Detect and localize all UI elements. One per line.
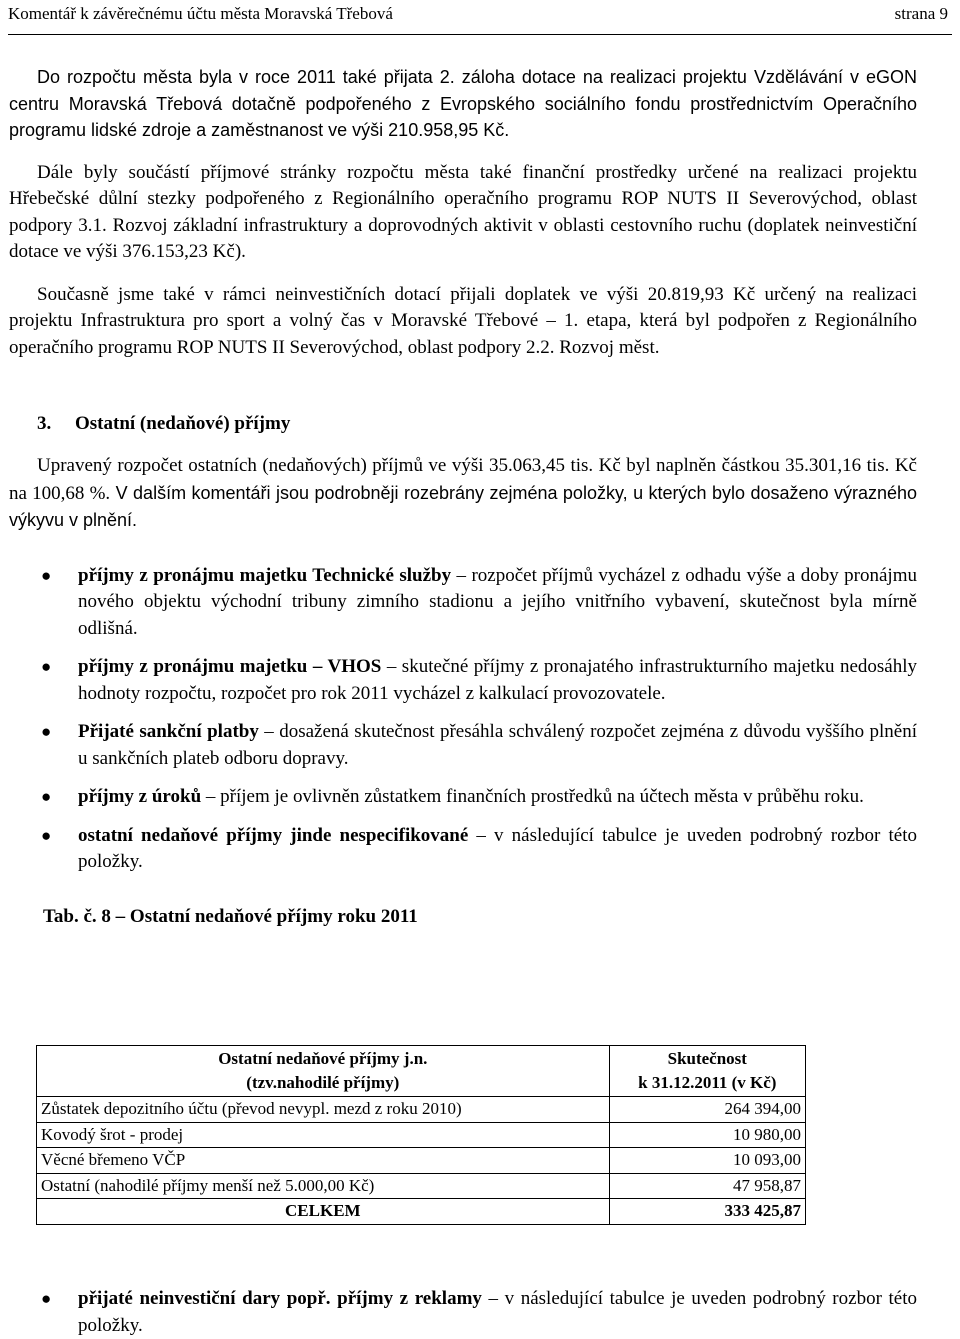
row-value: 264 394,00 xyxy=(609,1097,805,1123)
table-total-row xyxy=(37,1199,806,1225)
document-title: Komentář k závěrečnému účtu města Moravská Třebová xyxy=(8,4,393,23)
row-value: 10 980,00 xyxy=(609,1122,805,1148)
header-actual-line1: Skutečnost xyxy=(667,1049,747,1068)
bullet-icon: ● xyxy=(41,1289,52,1308)
row-label: Věcné břemeno VČP xyxy=(37,1148,610,1174)
list-item xyxy=(9,654,917,707)
list-item xyxy=(9,784,917,811)
table-caption: Tab. č. 8 – Ostatní nedaňové příjmy roku 2011 xyxy=(43,905,418,927)
row-label: Kovodý šrot - prodej xyxy=(37,1122,610,1148)
header-actual-line2: k 31.12.2011 (v Kč) xyxy=(638,1073,777,1092)
table-header-item xyxy=(37,1046,610,1097)
bullet-text: – v následující tabulce je uveden podrobný rozbor této položky. xyxy=(78,824,917,872)
table-header-actual xyxy=(609,1046,805,1097)
bullet-text: – skutečné příjmy z pronajatého infrastrukturního majetku nedosáhly hodnoty rozpočtu, rozpočet pro rok 2011 vycházel z kalkulací provozovatele. xyxy=(78,656,917,704)
list-item xyxy=(9,823,917,876)
section-heading xyxy=(37,411,917,437)
header-item-line1: Ostatní nedaňové příjmy j.n. xyxy=(218,1049,428,1068)
section-number: 3. xyxy=(37,413,52,434)
table-row xyxy=(37,1122,806,1148)
table-row xyxy=(37,1097,806,1123)
page-content xyxy=(9,62,917,930)
page-number: strana 9 xyxy=(894,4,948,23)
bullet-text: – rozpočet příjmů vycházel z odhadu výše a doby pronájmu nového objektu východní tribuny zimního stadionu a jejího vnitřního vybavení, skutečnost byla mírně odlišná. xyxy=(78,564,917,639)
list-item xyxy=(9,563,917,643)
bullet-title: ostatní nedaňové příjmy jinde nespecifikované xyxy=(78,824,469,846)
bullet-icon: ● xyxy=(41,722,52,741)
bullet-icon: ● xyxy=(41,657,52,676)
list-item xyxy=(9,1286,917,1339)
row-value: 47 958,87 xyxy=(609,1173,805,1199)
header-item-line2: (tzv.nahodilé příjmy) xyxy=(246,1073,400,1092)
row-label: Ostatní (nahodilé příjmy menší než 5.000,00 Kč) xyxy=(37,1173,610,1199)
other-revenue-table xyxy=(36,1045,806,1225)
table-row xyxy=(37,1173,806,1199)
table-header-row xyxy=(37,1046,806,1097)
bullet-icon: ● xyxy=(41,565,52,585)
bullet-icon: ● xyxy=(41,787,52,806)
list-item xyxy=(9,719,917,772)
bullet-title: příjmy z úroků xyxy=(78,786,202,807)
trailing-bullet-list xyxy=(9,1286,917,1339)
bullet-title: Přijaté sankční platby xyxy=(78,721,259,742)
paragraph-infrastruktura-sport: Současně jsme také v rámci neinvestičních dotací přijali doplatek ve výši 20.819,93 Kč určený na realizaci projektu Infrastruktura pro sport a volný čas v Moravské Třebové – 1. etapa, která byl podpořen z Regionálního operačního programu ROP NUTS II Severovýchod, oblast podpory 2.2. Rozvoj měst. xyxy=(9,283,917,358)
bullet-text: – v následující tabulce je uveden podrobný rozbor této položky. xyxy=(78,1288,917,1336)
bullet-icon: ● xyxy=(41,825,52,845)
table-row xyxy=(37,1148,806,1174)
total-value: 333 425,87 xyxy=(609,1199,805,1225)
page-header xyxy=(8,0,952,35)
bullet-text: – dosažená skutečnost přesáhla schválený rozpočet zejména z důvodu vyššího plnění u sankčních plateb odboru dopravy. xyxy=(78,721,918,769)
bullet-title: příjmy z pronájmu majetku Technické služby xyxy=(78,564,452,586)
paragraph-egon: Do rozpočtu města byla v roce 2011 také přijata 2. záloha dotace na realizaci projektu Vzdělávání v eGON centru Moravská Třebová dotačně podpořeného z Evropského sociálního fondu prostřednictvím Operačního programu lidské zdroje a zaměstnanost ve výši 210.958,95 Kč. xyxy=(9,67,917,140)
bullet-title: přijaté neinvestiční dary popř. příjmy z reklamy xyxy=(78,1288,482,1309)
bullet-title: příjmy z pronájmu majetku – VHOS xyxy=(78,656,382,677)
row-label: Zůstatek depozitního účtu (převod nevypl. mezd z roku 2010) xyxy=(37,1097,610,1123)
section-intro xyxy=(9,453,917,535)
total-label: CELKEM xyxy=(37,1199,610,1225)
revenue-bullet-list xyxy=(9,563,917,876)
bullet-text: – příjem je ovlivněn zůstatkem finančních prostředků na účtech města v průběhu roku. xyxy=(201,786,864,807)
paragraph-hrebecske-stezky: Dále byly součástí příjmové stránky rozpočtu města také finanční prostředky určené na realizaci projektu Hřebečské důlní stezky podpořeného z Regionálního operačního programu ROP NUTS II Severovýchod, oblast podpory 3.1. Rozvoj základní infrastruktury a doprovodných aktivit v oblasti cestovního ruchu (doplatek neinvestiční dotace ve výši 376.153,23 Kč). xyxy=(9,161,917,262)
section-intro-sans: V dalším komentáři jsou podrobněji rozebrány zejména položky, u kterých bylo dosaženo výrazného výkyvu v plnění. xyxy=(9,482,917,530)
section-title: Ostatní (nedaňové) příjmy xyxy=(75,413,291,434)
row-value: 10 093,00 xyxy=(609,1148,805,1174)
section-intro-main: Upravený rozpočet ostatních (nedaňových) příjmů ve výši 35.063,45 tis. Kč byl naplněn částkou 35.301,16 tis. Kč na 100,68 %. xyxy=(9,455,917,504)
